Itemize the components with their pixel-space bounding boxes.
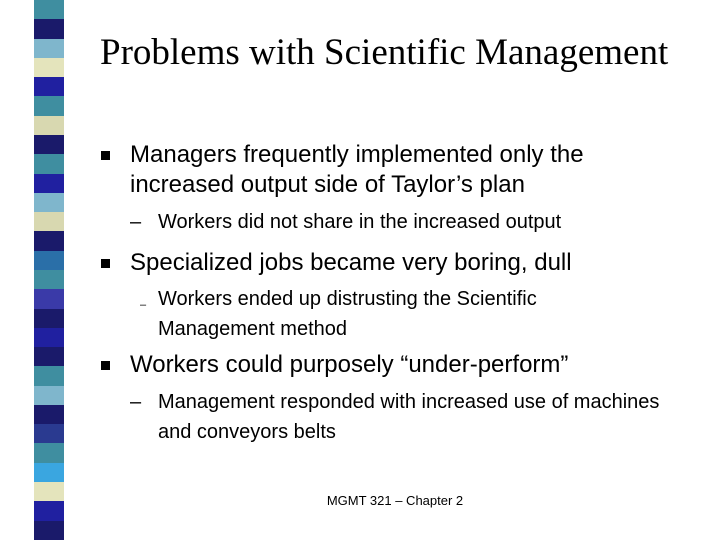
stripe-segment (34, 521, 64, 540)
stripe-segment (34, 501, 64, 520)
bullet-3-text: Workers could purposely “under-perform” (130, 351, 569, 378)
stripe-segment (34, 135, 64, 154)
decorative-stripe-bar (34, 0, 64, 540)
stripe-segment (34, 270, 64, 289)
sub-bullet-2-text: Workers ended up distrusting the Scientific Management method (158, 288, 537, 340)
sub-bullet-marker: – (130, 211, 142, 233)
stripe-segment (34, 482, 64, 501)
sub-bullet-3-text: Management responded with increased use of machines and conveyors belts (158, 391, 660, 443)
bullet-2-text: Specialized jobs became very boring, dull (130, 249, 572, 276)
sub-bullet-marker: – (130, 391, 142, 413)
stripe-segment (34, 193, 64, 212)
stripe-segment (34, 309, 64, 328)
stripe-segment (34, 154, 64, 173)
stripe-segment (34, 386, 64, 405)
sub-bullet-marker: – (140, 299, 147, 311)
stripe-segment (34, 19, 64, 38)
stripe-segment (34, 366, 64, 385)
stripe-segment (34, 39, 64, 58)
sub-bullet-1-text: Workers did not share in the increased output (158, 211, 562, 233)
stripe-segment (34, 347, 64, 366)
stripe-segment (34, 77, 64, 96)
stripe-segment (34, 328, 64, 347)
stripe-segment (34, 212, 64, 231)
stripe-segment (34, 231, 64, 250)
stripe-segment (34, 405, 64, 424)
bullet-1-text: Managers frequently implemented only the increased output side of Taylor’s plan (130, 141, 584, 198)
bullet-marker (101, 151, 110, 160)
stripe-segment (34, 58, 64, 77)
stripe-segment (34, 251, 64, 270)
stripe-segment (34, 424, 64, 443)
slide-footer: MGMT 321 – Chapter 2 (326, 493, 464, 508)
stripe-segment (34, 289, 64, 308)
stripe-segment (34, 443, 64, 462)
stripe-segment (34, 0, 64, 19)
bullet-marker (101, 259, 110, 268)
slide-title: Problems with Scientific Management (100, 32, 669, 73)
stripe-segment (34, 463, 64, 482)
stripe-segment (34, 96, 64, 115)
stripe-segment (34, 174, 64, 193)
stripe-segment (34, 116, 64, 135)
bullet-marker (101, 361, 110, 370)
